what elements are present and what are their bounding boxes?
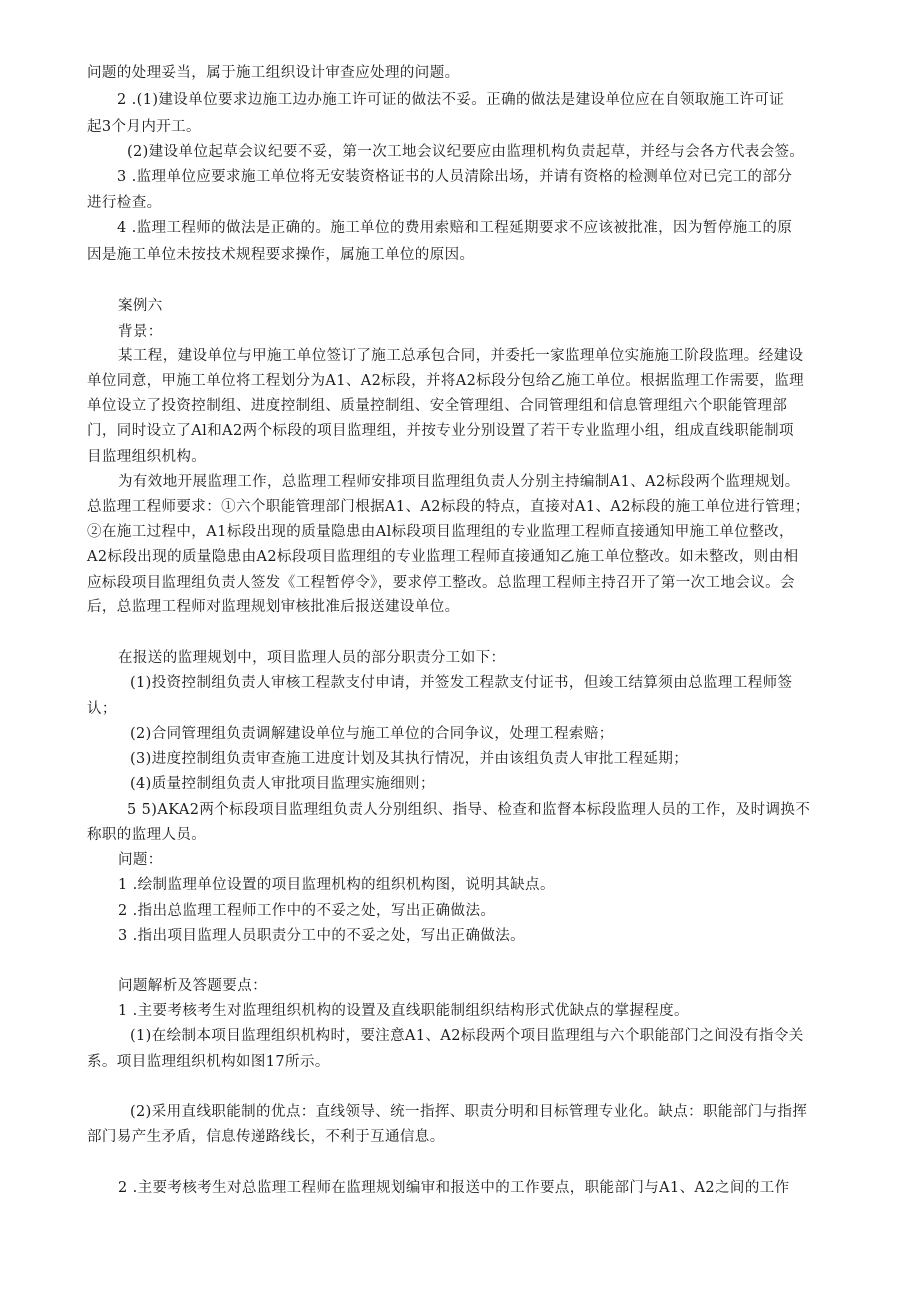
text-line: 2 .(1)建设单位要求边施工边办施工许可证的做法不妥。正确的做法是建设单位应在自领取施工许可证 (117, 92, 785, 108)
text-line: 进行检查。 (87, 195, 162, 211)
text-line: 单位设立了投资控制组、进度控制组、质量控制组、安全管理组、合同管理组和信息管理组六个职能管理部 (87, 398, 788, 414)
text-line: 1 .主要考核考生对监理组织机构的设置及直线职能制组织结构形式优缺点的掌握程度。 (118, 1003, 689, 1019)
text-line: 因是施工单位未按技术规程要求操作，属施工单位的原因。 (87, 247, 475, 263)
text-line: 起3个月内开工。 (87, 119, 201, 135)
text-line: 为有效地开展监理工作，总监理工程师安排项目监理组负责人分别主持编制A1、A2标段两个监理规划。 (118, 474, 800, 490)
text-line: 应标段项目监理组负责人签发《工程暂停令》，要求停工整改。总监理工程师主持召开了第一次工地会议。会 (87, 575, 795, 591)
text-line: 3 .指出项目监理人员职责分工中的不妥之处，写出正确做法。 (118, 928, 526, 944)
text-line: 问题： (118, 852, 163, 868)
text-line: 部门易产生矛盾，信息传递路线长，不利于互通信息。 (87, 1129, 445, 1145)
text-line: 2 .主要考核考生对总监理工程师在监理规划编审和报送中的工作要点，职能部门与A1、A2之间的工作 (118, 1180, 790, 1196)
text-line: (1)在绘制本项目监理组织机构时，要注意A1、A2标段两个项目监理组与六个职能部门之间没有指令关 (130, 1028, 804, 1044)
text-line: 在报送的监理规划中，项目监理人员的部分职责分工如下： (118, 650, 506, 666)
text-line: 称职的监理人员。 (87, 827, 207, 843)
text-line: 门，同时设立了Al和A2两个标段的项目监理组，并按专业分别设置了若干专业监理小组，组成直线职能制项 (87, 423, 794, 439)
text-line: 问题的处理妥当，属于施工组织设计审查应处理的问题。 (87, 65, 460, 81)
text-line: 单位同意，甲施工单位将工程划分为A1、A2标段，并将A2标段分包给乙施工单位。根据监理工作需要，监理 (87, 373, 805, 389)
text-line: 3 .监理单位应要求施工单位将无安装资格证书的人员清除出场，并请有资格的检测单位对已完工的部分 (117, 169, 793, 185)
text-line: (2)建设单位起草会议纪要不妥，第一次工地会议纪要应由监理机构负责起草，并经与会各方代表会签。 (127, 144, 805, 160)
text-line: A2标段出现的质量隐患由A2标段项目监理组的专业监理工程师直接通知乙施工单位整改。如未整改，则由相 (87, 549, 799, 565)
text-line: (2)合同管理组负责调解建设单位与施工单位的合同争议，处理工程索赔； (130, 726, 614, 742)
text-line: 后，总监理工程师对监理规划审核批准后报送建设单位。 (87, 599, 460, 615)
text-line: (4)质量控制组负责人审批项目监理实施细则； (130, 776, 435, 792)
text-line: ②在施工过程中，A1标段出现的质量隐患由Al标段项目监理组的专业监理工程师直接通知甲施工单位整改， (87, 524, 794, 540)
section-subheading: 背景： (118, 324, 163, 340)
text-line: 4 .监理工程师的做法是正确的。施工单位的费用索赔和工程延期要求不应该被批准，因为暂停施工的原 (117, 220, 793, 236)
text-line: 2 .指出总监理工程师工作中的不妥之处，写出正确做法。 (118, 903, 496, 919)
text-line: (2)采用直线职能制的优点：直线领导、统一指挥、职责分明和目标管理专业化。缺点：职能部门与指挥 (130, 1104, 808, 1120)
text-line: 1 .绘制监理单位设置的项目监理机构的组织机构图，说明其缺点。 (118, 877, 555, 893)
text-line: 某工程，建设单位与甲施工单位签订了施工总承包合同，并委托一家监理单位实施施工阶段监理。经建设 (118, 348, 804, 364)
text-line: (3)进度控制组负责审查施工进度计划及其执行情况，并由该组负责人审批工程延期； (130, 751, 689, 767)
text-line: 认； (87, 701, 117, 717)
text-line: 问题解析及答题要点： (118, 978, 267, 994)
text-line: 系。项目监理组织机构如图17所示。 (87, 1054, 330, 1070)
text-line: 总监理工程师要求：①六个职能管理部门根据A1、A2标段的特点，直接对A1、A2标段的施工单位进行管理； (87, 499, 810, 515)
section-heading: 案例六 (118, 298, 163, 314)
text-line: 目监理组织机构。 (87, 449, 207, 465)
text-line: 5 5)AKA2两个标段项目监理组负责人分别组织、指导、检查和监督本标段监理人员的工作，及时调换不 (127, 802, 811, 818)
text-line: (1)投资控制组负责人审核工程款支付申请，并签发工程款支付证书，但竣工结算须由总监理工程师签 (130, 675, 793, 691)
